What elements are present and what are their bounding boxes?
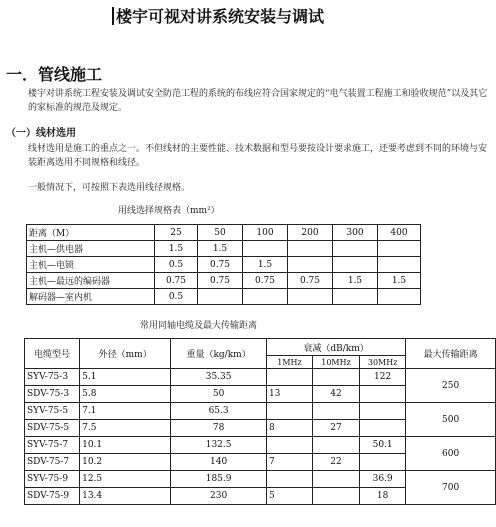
table-row: [27, 257, 421, 273]
table-cell: [333, 241, 378, 257]
column-header: 30MHz: [360, 356, 406, 369]
table-row: [25, 403, 496, 420]
table-header-row: [25, 339, 496, 356]
table-cell: 200: [288, 225, 333, 241]
table-cell: [360, 403, 406, 420]
table-cell: 0.75: [198, 257, 243, 273]
table-row: [27, 241, 421, 257]
table-row: [27, 273, 421, 289]
table-cell: [313, 369, 360, 386]
table-cell: 25: [155, 225, 198, 241]
table-cell: 7.5: [80, 420, 171, 437]
table-cell: 7: [266, 454, 312, 471]
table-cell: 12.5: [80, 471, 171, 488]
table-cell: 距离（M）: [27, 225, 155, 241]
table-cell: 700: [406, 471, 496, 505]
table-cell: 35.35: [171, 369, 267, 386]
table-cell: 0.75: [243, 273, 288, 289]
table-row: [25, 471, 496, 488]
table-row: [27, 225, 421, 241]
table-cell: 230: [171, 488, 267, 505]
table-cell: 140: [171, 454, 267, 471]
table-cell: [266, 403, 312, 420]
table-cell: 主机—电锁: [27, 257, 155, 273]
wire-spec-table: [26, 224, 421, 305]
table-cell: SDV-75-7: [25, 454, 80, 471]
table-cell: 185.9: [171, 471, 267, 488]
document-title: [112, 4, 324, 27]
table-cell: 0.75: [288, 273, 333, 289]
table-cell: 50: [198, 225, 243, 241]
table-cell: 10.1: [80, 437, 171, 454]
table-cell: [288, 289, 333, 305]
table-cell: [378, 289, 421, 305]
table-cell: [360, 454, 406, 471]
table-cell: 400: [378, 225, 421, 241]
table-cell: 主机—供电器: [27, 241, 155, 257]
table-cell: 10.2: [80, 454, 171, 471]
wire-selection-paragraph: 线材选用是施工的重点之一。不但线材的主要性能、技术数据和型号要按设计要求施工，还要考虑到不同的环境与安装距离选用不同规格和线径。: [28, 144, 488, 168]
column-header: 电缆型号: [25, 339, 80, 369]
table-cell: 42: [313, 386, 360, 403]
table-cell: 13: [266, 386, 312, 403]
column-header: 10MHz: [313, 356, 360, 369]
table-cell: 主机—最远的编码器: [27, 273, 155, 289]
table-cell: SYV-75-5: [25, 403, 80, 420]
table-cell: SDV-75-3: [25, 386, 80, 403]
table-cell: 1.5: [198, 241, 243, 257]
table-row: [25, 437, 496, 454]
table-cell: 1.5: [243, 257, 288, 273]
table-cell: [360, 386, 406, 403]
table-cell: SYV-75-3: [25, 369, 80, 386]
table-cell: 122: [360, 369, 406, 386]
table-cell: [266, 437, 312, 454]
table-cell: 50: [171, 386, 267, 403]
table-cell: [243, 241, 288, 257]
table-cell: 解码器—室内机: [27, 289, 155, 305]
table-cell: SDV-75-9: [25, 488, 80, 505]
wire-selection-note: 一般情况下，可按照下表选用线径规格。: [28, 183, 191, 193]
table-cell: 1.5: [333, 273, 378, 289]
table-cell: 0.75: [198, 273, 243, 289]
table-cell: 5.1: [80, 369, 171, 386]
table-cell: 27: [313, 420, 360, 437]
table-cell: [198, 289, 243, 305]
coax-cable-table: [24, 338, 496, 505]
column-header: 1MHz: [266, 356, 312, 369]
column-group-header: 衰减（dB/km）: [266, 339, 405, 356]
table-cell: 0.75: [155, 273, 198, 289]
column-header: 外径（mm）: [80, 339, 171, 369]
table-row: [25, 369, 496, 386]
table-cell: 65.3: [171, 403, 267, 420]
table-cell: [313, 488, 360, 505]
table-cell: [333, 289, 378, 305]
table-cell: 36.9: [360, 471, 406, 488]
table1-caption: 用线选择规格表（mm²）: [118, 206, 220, 216]
column-header: 最大传输距离: [406, 339, 496, 369]
table-cell: [243, 289, 288, 305]
table-cell: 1.5: [378, 273, 421, 289]
table-cell: SDV-75-5: [25, 420, 80, 437]
column-header: 重量（kg/km）: [171, 339, 267, 369]
table-cell: 7.1: [80, 403, 171, 420]
table-cell: 300: [333, 225, 378, 241]
table-cell: [333, 257, 378, 273]
table-cell: 18: [360, 488, 406, 505]
table-cell: [313, 471, 360, 488]
intro-paragraph: 楼宇对讲系统工程安装及调试安全防范工程的系统的布线应符合国家规定的“电气装置工程施工和验收规范”以及其它的家标准的规范及规定。: [28, 89, 488, 113]
table-cell: 5: [266, 488, 312, 505]
table-cell: 13.4: [80, 488, 171, 505]
text-cursor: [112, 7, 114, 25]
table-cell: 50.1: [360, 437, 406, 454]
table-cell: [313, 403, 360, 420]
table-cell: 5.8: [80, 386, 171, 403]
table-cell: 500: [406, 403, 496, 437]
table-cell: [266, 369, 312, 386]
table-cell: [288, 257, 333, 273]
table-cell: 22: [313, 454, 360, 471]
table-row: [27, 289, 421, 305]
table-cell: 78: [171, 420, 267, 437]
table-cell: 132.5: [171, 437, 267, 454]
subsection-heading: （一）线材选用: [6, 128, 76, 139]
table-cell: 0.5: [155, 257, 198, 273]
table-cell: SYV-75-9: [25, 471, 80, 488]
table-cell: 0.5: [155, 289, 198, 305]
table-cell: 1.5: [155, 241, 198, 257]
table-cell: 100: [243, 225, 288, 241]
table-cell: [266, 471, 312, 488]
title-text: 楼宇可视对讲系统安装与调试: [116, 7, 325, 26]
table-cell: [288, 241, 333, 257]
table-cell: [360, 420, 406, 437]
table-cell: [378, 241, 421, 257]
table-cell: 600: [406, 437, 496, 471]
table-cell: [378, 257, 421, 273]
table-cell: [313, 437, 360, 454]
table-cell: 8: [266, 420, 312, 437]
table2-caption: 常用同轴电缆及最大传输距离: [140, 321, 258, 331]
table-cell: 250: [406, 369, 496, 403]
table-cell: SYV-75-7: [25, 437, 80, 454]
section-heading: 一．管线施工: [6, 65, 103, 84]
